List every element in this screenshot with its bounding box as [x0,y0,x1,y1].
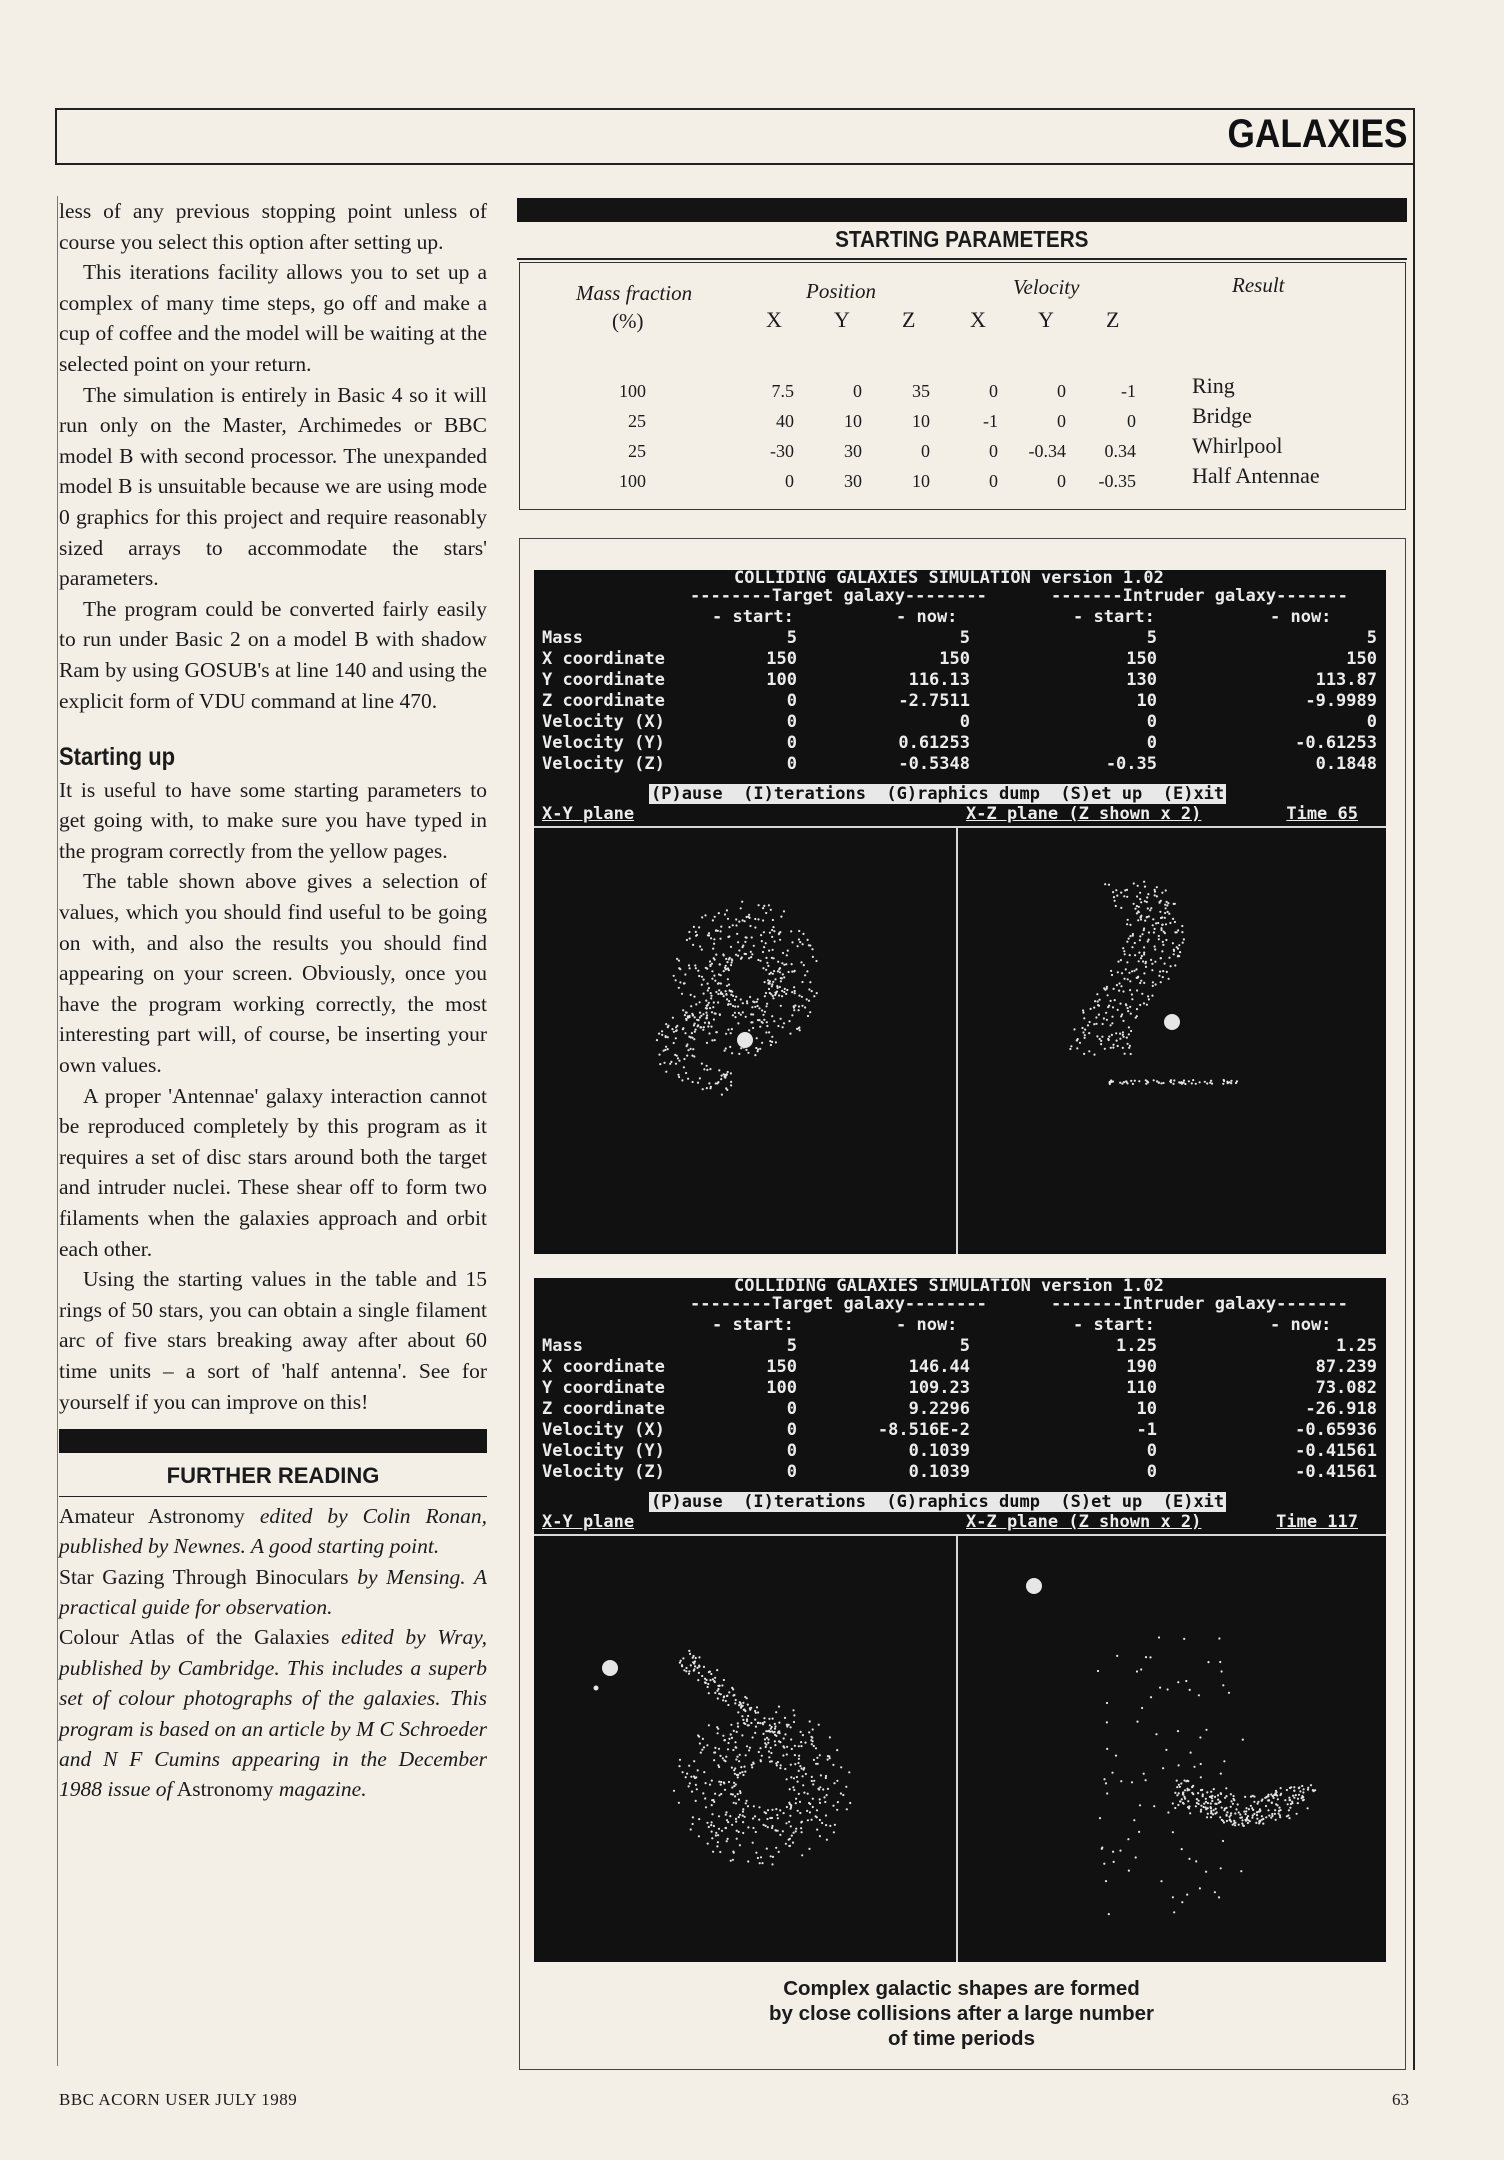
pos-z-header: Z [902,307,916,332]
parameters-table [519,262,1406,510]
param-cell-vx: -1 [983,411,998,431]
screen-title: COLLIDING GALAXIES SIMULATION version 1.02 [734,1276,1164,1296]
intruder-start-value: -0.35 [1105,754,1157,774]
row-label: Mass [542,628,583,648]
param-cell-mass: 100 [619,381,646,401]
intruder-galaxy-label: -------Intruder galaxy------- [1051,1294,1348,1314]
reading-title: Star Gazing Through Binoculars [59,1564,349,1589]
target-now-value: -8.516E-2 [877,1420,970,1440]
param-cell-px: 40 [776,411,794,431]
intruder-start-value: 5 [1146,628,1157,648]
vel-x-header: X [970,307,986,332]
target-now-value: 9.2296 [908,1399,970,1419]
parameters-bar [517,198,1407,222]
param-cell-px: 0 [785,471,794,491]
left-column [59,196,487,1805]
time-counter: Time 65 [1286,804,1358,824]
intruder-start-value: 1.25 [1116,1336,1157,1356]
command-bar: (P)ause (I)terations (G)raphics dump (S)et up (E)xit [651,1492,1225,1512]
target-start-value: 5 [786,1336,797,1356]
target-start-value: 0 [786,754,797,774]
col-target-now: - now: [896,1315,958,1335]
param-cell-result: Bridge [1192,403,1252,428]
intruder-start-value: 0 [1146,1441,1157,1461]
target-start-value: 100 [766,670,797,690]
row-label: Velocity (X) [542,712,665,732]
target-galaxy-label: --------Target galaxy-------- [690,586,987,606]
intruder-start-value: 130 [1126,670,1157,690]
pos-y-header: Y [834,307,850,332]
param-cell-vy: 0 [1057,411,1066,431]
velocity-header: Velocity [1013,275,1080,299]
intruder-start-value: 10 [1136,691,1157,711]
vel-y-header: Y [1038,307,1054,332]
mass-unit-header: (%) [612,309,644,333]
intruder-now-value: -0.65936 [1295,1420,1377,1440]
page-rule-right [1413,108,1415,2070]
intruder-start-value: 0 [1146,712,1157,732]
galaxy-plot-right [958,828,1378,1254]
param-cell-pz: 10 [912,471,930,491]
target-start-value: 0 [786,1462,797,1482]
target-now-value: 109.23 [908,1378,970,1398]
figure-caption [519,1976,1404,2051]
further-reading-bar [59,1429,487,1453]
reading-note: edited by Wray, published by Cambridge. This includes a superb set of colour photographs of the galaxies. This program is based on an article by M C Schroeder and N F Cumins appearing in the December 1988 issue of [59,1625,487,1802]
param-cell-py: 0 [853,381,862,401]
param-cell-mass: 25 [628,441,646,461]
row-label: Velocity (Z) [542,754,665,774]
target-start-value: 0 [786,733,797,753]
left-column-rule [57,196,58,2066]
paragraph: The simulation is entirely in Basic 4 so it will run only on the Master, Archimedes or BBC model B with second processor. The unexpanded model B is unsuitable because we are using mode 0 graphics for this project and require reasonably sized arrays to accommodate the stars' parameters. [59,382,487,591]
row-label: Velocity (Y) [542,1441,665,1461]
further-reading-list [59,1501,487,1805]
intruder-start-value: 110 [1126,1378,1157,1398]
simulation-screen-2 [534,1278,1386,1962]
intruder-now-value: -0.61253 [1295,733,1377,753]
mass-header: Mass fraction [576,281,693,305]
row-label: Y coordinate [542,1378,665,1398]
intruder-galaxy-label: -------Intruder galaxy------- [1051,586,1348,606]
target-galaxy-label: --------Target galaxy-------- [690,1294,987,1314]
paragraph: This iterations facility allows you to set up a complex of many time steps, go off and make a cup of coffee and the model will be waiting at the selected point on your return. [59,260,487,376]
parameters-rule [517,258,1407,260]
intruder-start-value: 10 [1136,1399,1157,1419]
screen-hud [534,570,1386,828]
target-start-value: 0 [786,712,797,732]
reading-entry [59,1501,487,1562]
param-cell-py: 10 [844,411,862,431]
galaxy-plot-left [534,828,954,1254]
col-intruder-start: - start: [1073,1315,1155,1335]
subheading: Starting up [59,743,176,772]
row-label: Velocity (X) [542,1420,665,1440]
target-now-value: 0.61253 [898,733,970,753]
parameters-title [517,226,1407,253]
paragraph: A proper 'Antennae' galaxy interaction cannot be reproduced completely by this program as it requires a set of disc stars around both the target and intruder nuclei. These shear off to form two filaments when the galaxies approach and orbit each other. [59,1083,487,1261]
intruder-now-value: -26.918 [1305,1399,1377,1419]
target-now-value: -2.7511 [898,691,970,711]
intruder-now-value: 1.25 [1336,1336,1377,1356]
screen-title: COLLIDING GALAXIES SIMULATION version 1.02 [734,568,1164,588]
paragraph: The program could be converted fairly easily to run under Basic 2 on a model B with shadow Ram by using GOSUB's at line 140 and using the explicit form of VDU command at line 470. [59,596,487,713]
param-cell-vy: 0 [1057,381,1066,401]
target-now-value: 0.1039 [908,1462,970,1482]
reading-entry [59,1622,487,1804]
row-label: Velocity (Y) [542,733,665,753]
plane-label-right: X-Z plane (Z shown x 2) [966,804,1202,824]
target-start-value: 0 [786,1441,797,1461]
param-cell-vz: -1 [1121,381,1136,401]
time-counter: Time 117 [1276,1512,1358,1532]
reading-title: Colour Atlas of the Galaxies [59,1625,330,1650]
intruder-start-value: 0 [1146,1462,1157,1482]
plane-label-right: X-Z plane (Z shown x 2) [966,1512,1202,1532]
intruder-start-value: 190 [1126,1357,1157,1377]
vel-z-header: Z [1106,307,1120,332]
plane-label-left: X-Y plane [542,1512,635,1532]
param-cell-pz: 35 [912,381,930,401]
parameters-title-text: STARTING PARAMETERS [835,226,1089,252]
param-cell-vx: 0 [989,381,998,401]
intruder-now-value: -9.9989 [1305,691,1377,711]
caption-line: Complex galactic shapes are formed [783,1977,1140,2000]
intruder-now-value: 87.239 [1315,1357,1377,1377]
target-now-value: -0.5348 [898,754,970,774]
param-cell-result: Ring [1192,373,1235,398]
footer-publication: BBC ACORN USER JULY 1989 [59,2090,298,2109]
galaxy-plot-left [534,1536,954,1962]
plane-label-left: X-Y plane [542,804,635,824]
param-cell-py: 30 [844,441,862,461]
param-cell-vz: 0 [1127,411,1136,431]
param-cell-mass: 25 [628,411,646,431]
paragraph: less of any previous stopping point unless of course you select this option after setting up. [59,199,487,254]
reading-note: edited by Colin Ronan, published by Newnes. A good starting point. [59,1503,487,1559]
simulation-screen-1 [534,570,1386,1254]
row-label: Velocity (Z) [542,1462,665,1482]
col-target-start: - start: [712,1315,794,1335]
param-cell-vx: 0 [989,441,998,461]
caption-line: by close collisions after a large number [768,2002,1155,2025]
intruder-now-value: -0.41561 [1295,1441,1377,1461]
reading-note: by Mensing. A practical guide for observation. [59,1564,487,1619]
row-label: Z coordinate [542,1399,665,1419]
screen-hud [534,1278,1386,1536]
command-bar: (P)ause (I)terations (G)raphics dump (S)et up (E)xit [651,784,1225,804]
col-target-start: - start: [712,607,794,627]
intruder-now-value: 150 [1346,649,1377,669]
row-label: Y coordinate [542,670,665,690]
intruder-start-value: -1 [1136,1420,1157,1440]
row-label: Z coordinate [542,691,665,711]
row-label: X coordinate [542,649,665,669]
header-rule-left [55,108,57,164]
param-cell-vz: 0.34 [1104,441,1136,461]
param-cell-mass: 100 [619,471,646,491]
header-rule-bottom [55,163,1415,165]
reading-entry [59,1562,487,1623]
pos-x-header: X [766,307,782,332]
param-cell-pz: 0 [921,441,930,461]
target-now-value: 150 [939,649,970,669]
target-now-value: 146.44 [908,1357,970,1377]
header-rule-top [55,108,1415,110]
param-cell-py: 30 [844,471,862,491]
target-start-value: 0 [786,691,797,711]
intruder-now-value: -0.41561 [1295,1462,1377,1482]
intruder-now-value: 5 [1366,628,1377,648]
col-intruder-now: - now: [1270,607,1332,627]
intruder-now-value: 73.082 [1315,1378,1377,1398]
param-cell-vy: 0 [1057,471,1066,491]
target-now-value: 5 [959,628,970,648]
target-start-value: 150 [766,1357,797,1377]
reading-title: Amateur Astronomy [59,1503,245,1528]
page-number: 63 [1392,2090,1409,2109]
target-now-value: 5 [959,1336,970,1356]
intruder-now-value: 0 [1366,712,1377,732]
param-cell-px: 7.5 [771,381,794,401]
param-cell-vy: -0.34 [1028,441,1066,461]
param-cell-result: Whirlpool [1192,433,1283,458]
caption-line: of time periods [888,2027,1035,2050]
intruder-start-value: 0 [1146,733,1157,753]
intruder-now-value: 113.87 [1315,670,1377,690]
section-title: GALAXIES [1227,112,1407,156]
target-start-value: 5 [786,628,797,648]
result-header: Result [1232,273,1285,297]
param-cell-vz: -0.35 [1098,471,1136,491]
target-start-value: 100 [766,1378,797,1398]
target-start-value: 0 [786,1399,797,1419]
paragraph: The table shown above gives a selection of values, which you should find useful to be going on with, and also the results you should find appearing on your screen. Obviously, once you have the program working correctly, the most interesting part will, of course, be inserting your own values. [59,869,487,1078]
param-cell-vx: 0 [989,471,998,491]
target-start-value: 0 [786,1420,797,1440]
reading-title: Astronomy [176,1777,274,1802]
col-intruder-now: - now: [1270,1315,1332,1335]
col-target-now: - now: [896,607,958,627]
reading-note: magazine. [278,1777,367,1802]
row-label: X coordinate [542,1357,665,1377]
param-cell-result: Half Antennae [1192,463,1320,488]
row-label: Mass [542,1336,583,1356]
intruder-start-value: 150 [1126,649,1157,669]
intruder-now-value: 0.1848 [1315,754,1377,774]
target-now-value: 0 [959,712,970,732]
position-header: Position [806,279,877,303]
param-cell-pz: 10 [912,411,930,431]
galaxy-plot-right [958,1536,1378,1962]
col-intruder-start: - start: [1073,607,1155,627]
further-reading-title: FURTHER READING [59,1461,487,1497]
target-now-value: 0.1039 [908,1441,970,1461]
paragraph: Using the starting values in the table and 15 rings of 50 stars, you can obtain a single filament arc of five stars breaking away after about 60 time units – a sort of 'half antenna'. See for yourself if you can improve on this! [59,1267,487,1414]
target-start-value: 150 [766,649,797,669]
target-now-value: 116.13 [908,670,970,690]
param-cell-px: -30 [770,441,794,461]
paragraph: It is useful to have some starting parameters to get going with, to make sure you have typed in the program correctly from the yellow pages. [59,777,487,863]
